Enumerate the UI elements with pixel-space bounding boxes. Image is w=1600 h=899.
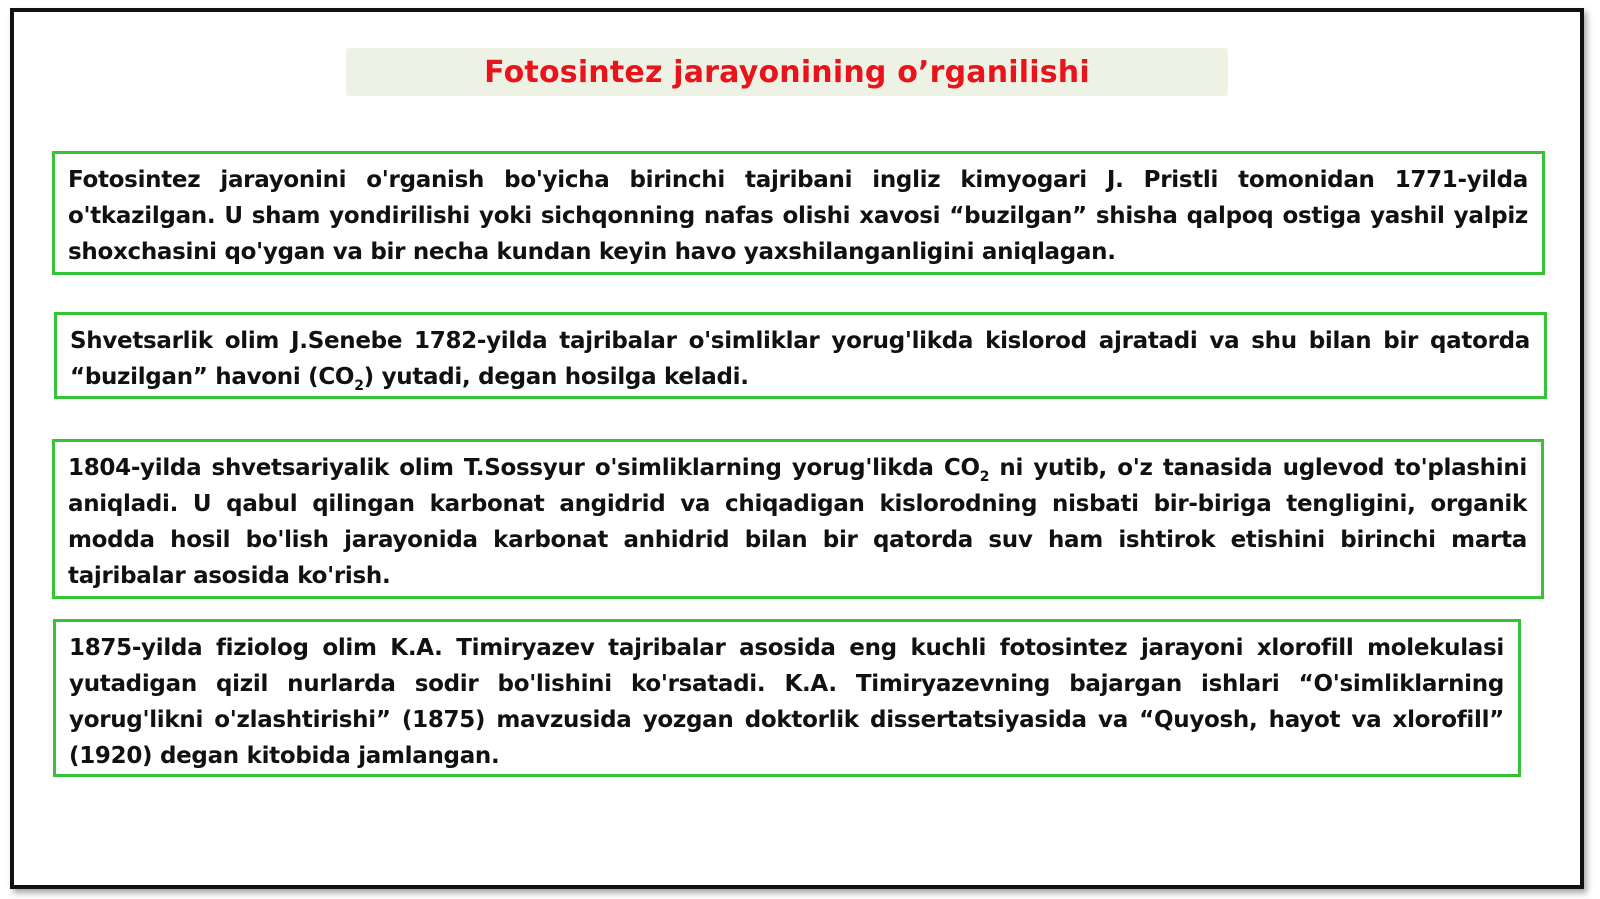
- paragraph-text: 1875-yilda fiziolog olim K.A. Timiryazev tajribalar asosida eng kuchli fotosintez jarayoni xlorofill molekulasi yutadigan qizil nurlarda sodir bo'lishini ko'rsatadi. K.A. Timiryazevning bajargan ishlari “O'simliklarning yorug'likni o'zlashtirishi” (1875) mavzusida yozgan doktorlik dissertatsiyasida va “Quyosh, hayot va xlorofill” (1920) degan kitobida jamlangan.: [69, 635, 1504, 769]
- paragraph-text-before: 1804-yilda shvetsariyalik olim T.Sossyur o'simliklarning yorug'likda CO: [68, 455, 980, 481]
- slide-title: Fotosintez jarayonining o’rganilishi: [484, 54, 1090, 90]
- paragraph-box-senebe: [54, 312, 1547, 399]
- paragraph-box-pristli: [52, 151, 1545, 275]
- paragraph-box-sossyur: [52, 439, 1544, 599]
- co2-subscript: 2: [354, 378, 364, 394]
- paragraph-text-before: Shvetsarlik olim J.Senebe 1782-yilda tajribalar o'simliklar yorug'likda kislorod ajratadi va shu bilan bir qatorda “buzilgan” havoni (CO: [70, 328, 1530, 390]
- title-band: [346, 48, 1228, 96]
- paragraph-text-after: ni yutib, o'z tanasida uglevod to'plashini aniqladi. U qabul qilingan karbonat angidrid va chiqadigan kislorodning nisbati bir-biriga tengligini, organik modda hosil bo'lish jarayonida karbonat anhidrid bilan bir qatorda suv ham ishtirok etishini birinchi marta tajribalar asosida ko'rish.: [68, 455, 1527, 589]
- paragraph-text: Fotosintez jarayonini o'rganish bo'yicha birinchi tajribani ingliz kimyogari J. Pristli tomonidan 1771-yilda o'tkazilgan. U sham yondirilishi yoki sichqonning nafas olishi xavosi “buzilgan” shisha qalpoq ostiga yashil yalpiz shoxchasini qo'ygan va bir necha kundan keyin havo yaxshilanganligini aniqlagan.: [68, 167, 1528, 265]
- co2-subscript: 2: [979, 469, 990, 485]
- paragraph-text-after: ) yutadi, degan hosilga keladi.: [363, 364, 749, 390]
- paragraph-box-timiryazev: [53, 619, 1521, 777]
